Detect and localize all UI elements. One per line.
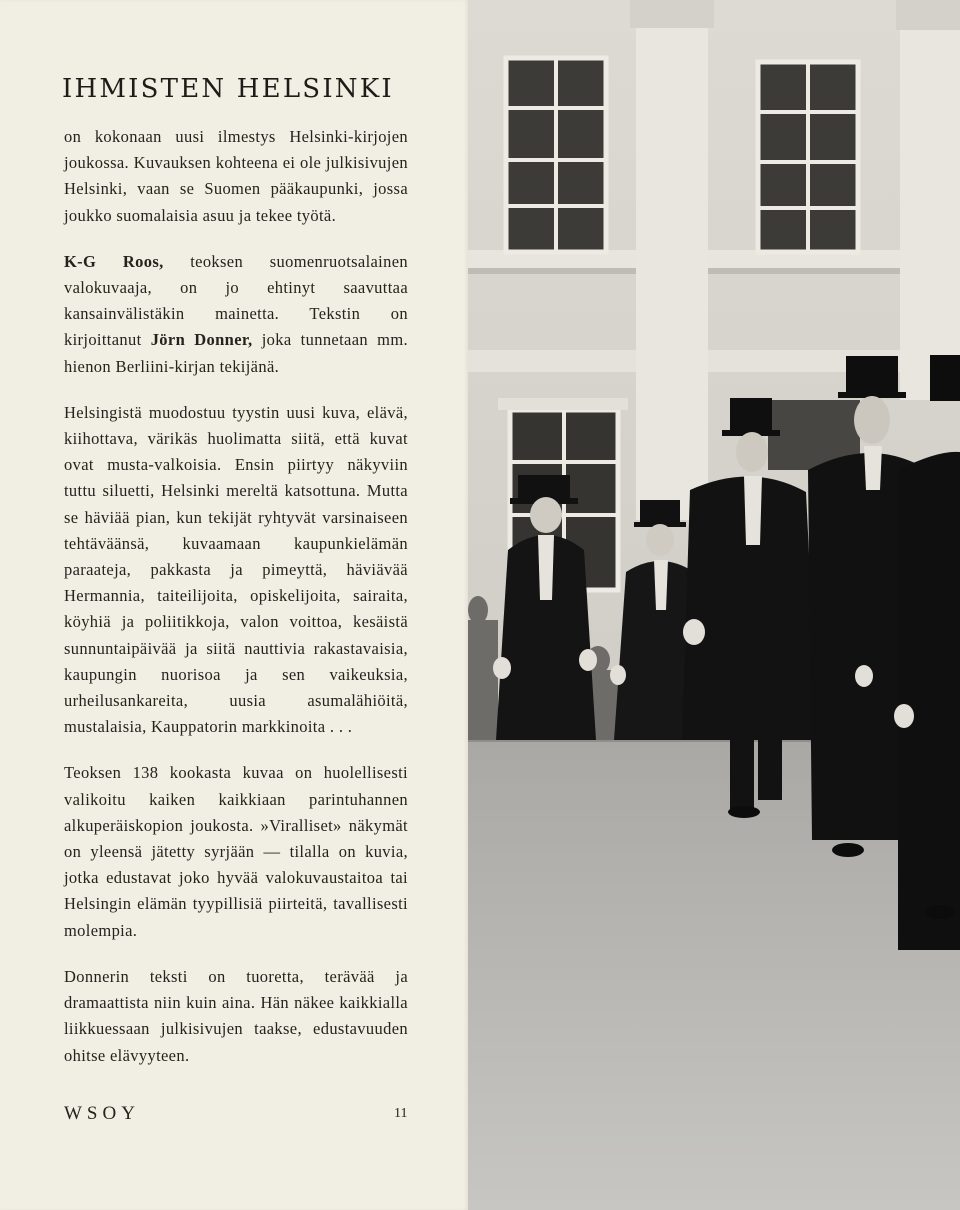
author-name: K-G Roos, [64,251,164,271]
text-run: teoksen suomenruotsalainen valokuvaaja, on jo ehtinyt saavuttaa kansainvälistäkin mainetta. Tekstin on kirjoittanut [64,251,408,350]
text-panel [0,0,468,1210]
publisher-name: WSOY [64,1103,140,1124]
text-run: Helsingistä muodostuu tyystin uusi kuva, elävä, kiihottava, värikäs huolimatta siitä, että kuvat ovat musta-valkoisia. Ensin piirtyy näkyviin tuttu siluetti, Helsinki mereltä katsottuna. Mutta se häviää pian, kun tekijät ryhtyvät varsinaiseen tehtäväänsä, kuvaamaan kaupunkielämän paraateja, pakkasta ja pimeyttä, häviävää Hermannia, taiteilijoita, opiskelijoita, sairaita, köyhiä ja poliitikkoja, valon voittoa, kesäistä sunnuntaipäivää ja siitä nauttivia rakastavaisia, kaupungin nuorisoa ja sen vaikeuksia, urheilusankareita, uusia asumalähiöitä, mustalaisia, Kauppatorin markkinoita . . . [64,402,408,737]
text-run: Donnerin teksti on tuoretta, terävää ja dramaattista niin kuin aina. Hän näkee kaikkialla liikkuessaan julkisivujen taakse, edustavuuden ohitse elävyyteen. [64,966,408,1065]
text-run: joka tunnetaan mm. hienon Berliini-kirjan tekijänä. [64,330,408,376]
page-number: 11 [394,1106,408,1121]
body-paragraph [64,760,408,943]
parade-photo [468,0,960,1210]
page-title: IHMISTEN HELSINKI [62,74,394,104]
text-run: on kokonaan uusi ilmestys Helsinki-kirjojen joukossa. Kuvauksen kohteena ei ole julkisivujen Helsinki, vaan se Suomen pääkaupunki, jossa joukko suomalaisia asuu ja tekee työtä. [64,127,408,225]
body-paragraph [64,124,408,229]
body-paragraph [64,964,408,1069]
body-paragraph [64,400,408,741]
text-run: Teoksen 138 kookasta kuvaa on huolellisesti valikoitu kaiken kaikkiaan parintuhannen alkuperäiskopion joukosta. »Viralliset» näkymät on yleensä jätetty syrjään — tilalla on kuvia, jotka edustavat joko hyvää valokuvaustaitoa tai Helsingin elämän tyypillisiä piirteitä, tavallisesti molempia. [64,763,408,940]
body-paragraph [64,249,408,380]
author-name: Jörn Donner, [150,330,253,350]
body-text [64,124,408,1089]
